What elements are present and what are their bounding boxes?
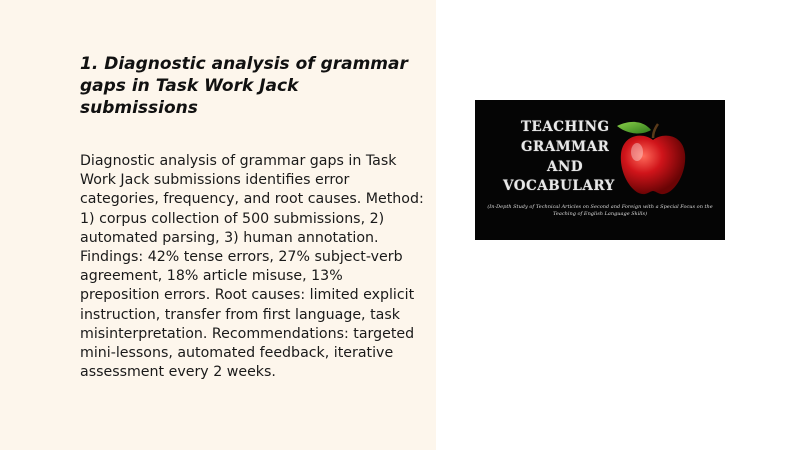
book-title-line-2: GRAMMAR	[521, 139, 610, 155]
apple-icon	[613, 116, 693, 198]
book-title-line-3: AND	[547, 159, 584, 175]
book-title-line-1: TEACHING	[521, 119, 610, 135]
book-title-line-4: VOCABULARY	[503, 178, 615, 194]
book-cover-image	[475, 100, 725, 240]
book-subtitle: (In-Depth Study of Technical Articles on Second and Foreign with a Special Focus on the Teaching of English Language Skills)	[487, 204, 713, 217]
slide-title: 1. Diagnostic analysis of grammar gaps in Task Work Jack submissions	[80, 54, 408, 118]
slide-body-text: Diagnostic analysis of grammar gaps in Task Work Jack submissions identifies error categories, frequency, and root causes. Method: 1) corpus collection of 500 submissions, 2) automated parsing, 3) human annotation. Findings: 42% tense errors, 27% subject-verb agreement, 18% article misuse, 13% preposition errors. Root causes: limited explicit instruction, transfer from first language, task misinterpretation. Recommendations: targeted mini-lessons, automated feedback, iterative assessment every 2 weeks.	[80, 153, 424, 381]
